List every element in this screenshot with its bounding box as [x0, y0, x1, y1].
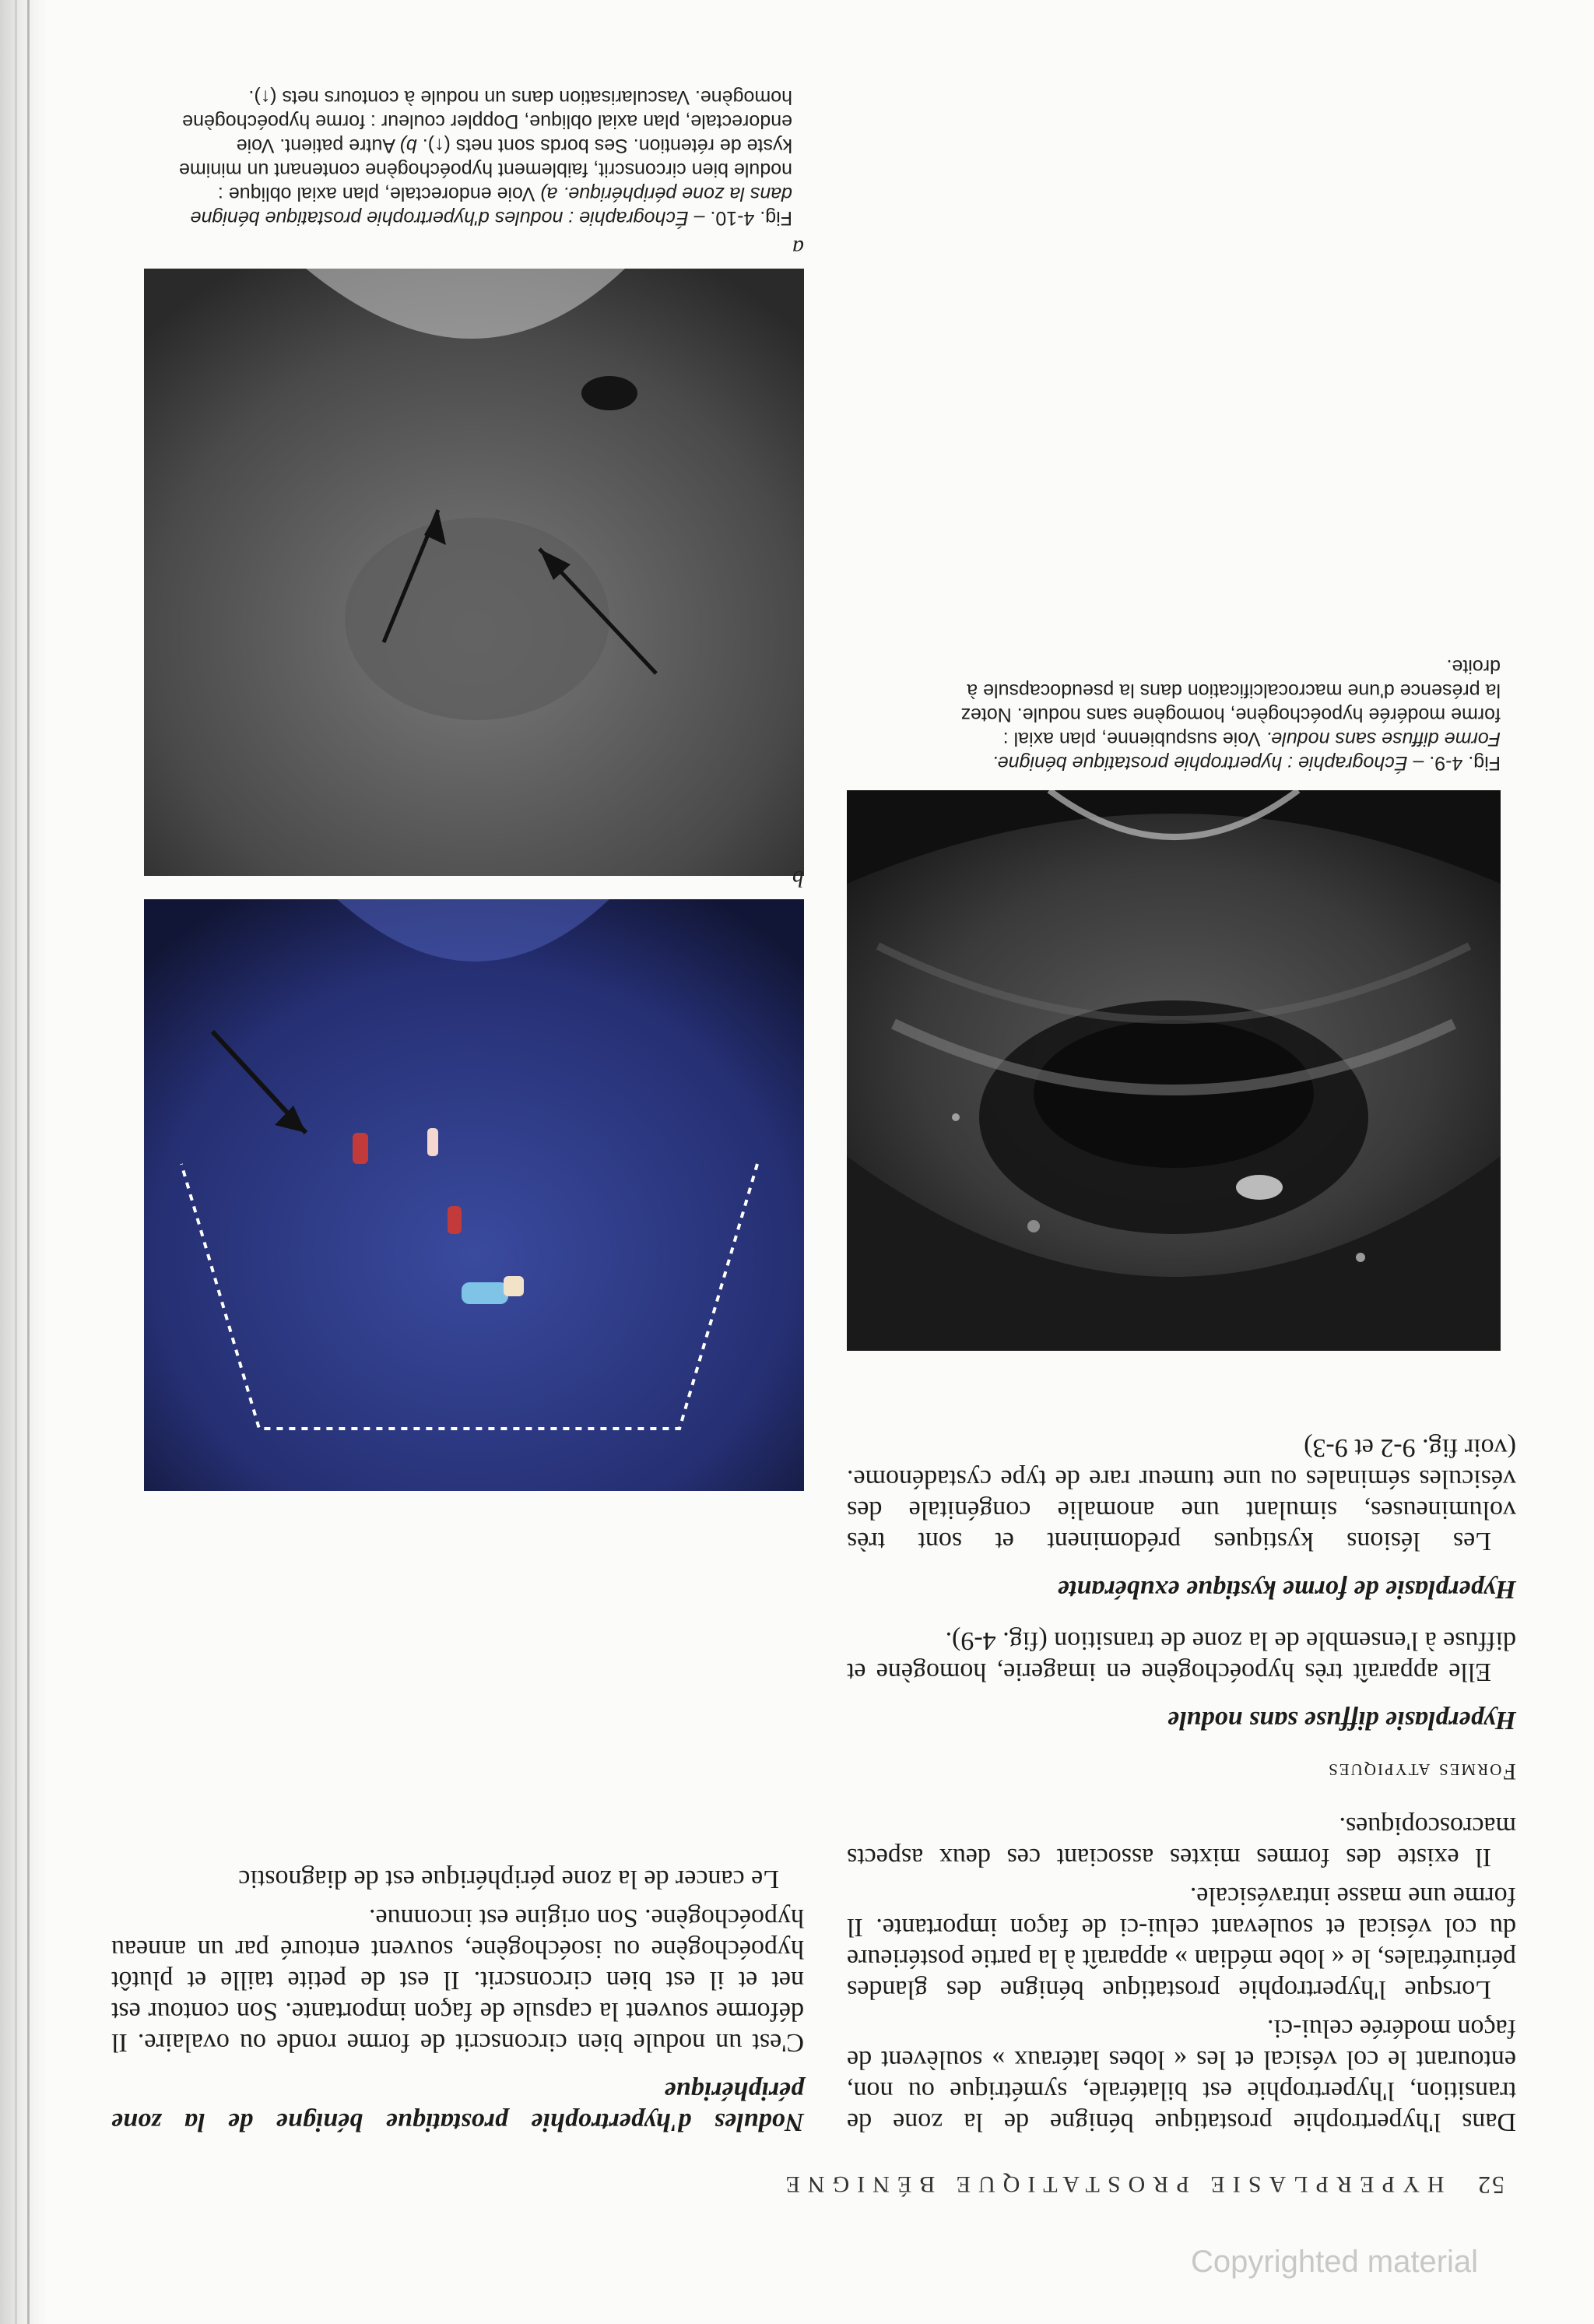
figure-sublabel-a: a — [792, 235, 804, 261]
section-heading: Formes atypiques — [1327, 1759, 1516, 1784]
ultrasound-grayscale-image — [847, 790, 1501, 1351]
copyright-watermark: Copyrighted material — [1191, 2245, 1479, 2279]
ultrasound-grayscale-image-a — [144, 269, 804, 876]
left-column — [847, 1424, 1516, 2137]
ultrasound-image-fig-4-10b — [144, 899, 804, 1491]
figure-part-text: Autre patient. Voie endorectale, plan axial oblique, Doppler couleur : forme hypoéchogène homogène. Vascularisation dans un nodule à contours nets (↑). — [182, 86, 792, 156]
figure-caption-4-10 — [177, 85, 792, 230]
doppler-flow-signal — [353, 1133, 368, 1164]
figure-part-text: Voie endorectale, plan axial oblique : nodule bien circonscrit, faiblement hypoéchogène contenant un minime kyste de rétention. Ses bords sont nets (↑). — [179, 135, 792, 205]
paragraph: Le cancer de la zone périphérique est de diagnostic — [238, 1865, 779, 1893]
paragraph: Dans l'hypertrophie prostatique bénigne de la zone de transition, l'hypertrophie est bilatérale, symétrique ou non, entourant le col vésical et les « lobes latéraux » soulèvent de façon modérée celui-ci. — [847, 2014, 1516, 2136]
paragraph: Il existe des formes mixtes associant ces deux aspects macroscopiques. — [847, 1812, 1516, 1872]
gutter-line — [27, 0, 30, 2324]
figure-label: Fig. 4-10. – — [693, 207, 792, 229]
figure-title: Échographie : hypertrophie prostatique bénigne. Forme diffuse sans nodule. — [992, 728, 1501, 774]
figure-label: Fig. 4-9. – — [1413, 752, 1501, 774]
figure-sublabel-b: b — [792, 866, 804, 891]
figure-text: Voie suspubienne, plan axial : forme modérée hypoéchogène, homogène sans nodule. Notez la présence d'une macrocalcification dans la pseudocapsule à droite. — [960, 656, 1501, 750]
paragraph: Elle apparaît très hypoéchogène en imagerie, homogène et diffuse à l'ensemble de la zone de transition (fig. 4-9). — [847, 1626, 1516, 1686]
running-head — [88, 2168, 1504, 2199]
gutter-line — [15, 0, 17, 2324]
paragraph: C'est un nodule bien circonscrit de forme ronde ou ovalaire. Il déforme souvent la capsule de façon importante. Son contour est net et il est bien circonscrit. Il est de petite taille et plutôt hypoéchogène ou isoéchogène, souvent entouré par un anneau hypoéchogène. Son origine est inconnue. — [111, 1904, 804, 2057]
paragraph: Lorsque l'hypertrophie prostatique bénigne des glandes périurétrales, le « lobe médian » apparaît à la partie postérieure du col vésical et soulevant celui-ci de façon importante. Il forme une masse intravésicale. — [847, 1882, 1516, 2004]
figure-part-label: a) — [540, 183, 558, 205]
doppler-image-b — [144, 899, 804, 1491]
paragraph: Les lésions kystiques prédominent et sont très volumineuses, simulant une anomalie congénitale des vésicules séminales ou une tumeur rare de type cystadénome. (voir fig. 9-2 et 9-3) — [847, 1433, 1516, 1556]
ultrasound-image-fig-4-9 — [847, 790, 1501, 1351]
subsection-heading: Hyperplasie diffuse sans nodule — [1167, 1706, 1516, 1735]
figure-part-label: b) — [399, 135, 417, 156]
doppler-flow-signal — [462, 1282, 508, 1304]
subsection-heading: Nodules d'hypertrophie prostatique bénigne de la zone périphérique — [111, 2076, 804, 2136]
subsection-heading: Hyperplasie de forme kystique exubérante — [1057, 1575, 1516, 1604]
running-head-title: HYPERPLASIE PROSTATIQUE BÉNIGNE — [778, 2171, 1445, 2197]
ultrasound-image-fig-4-10a — [144, 269, 804, 876]
right-column — [111, 1855, 804, 2137]
figure-title: Échographie : nodules d'hypertrophie prostatique bénigne dans la zone périphérique. — [190, 183, 792, 229]
figure-caption-4-9 — [956, 654, 1501, 775]
doppler-flow-signal — [448, 1206, 462, 1234]
binding-gutter — [0, 0, 47, 2324]
page-number: 52 — [1476, 2171, 1504, 2199]
